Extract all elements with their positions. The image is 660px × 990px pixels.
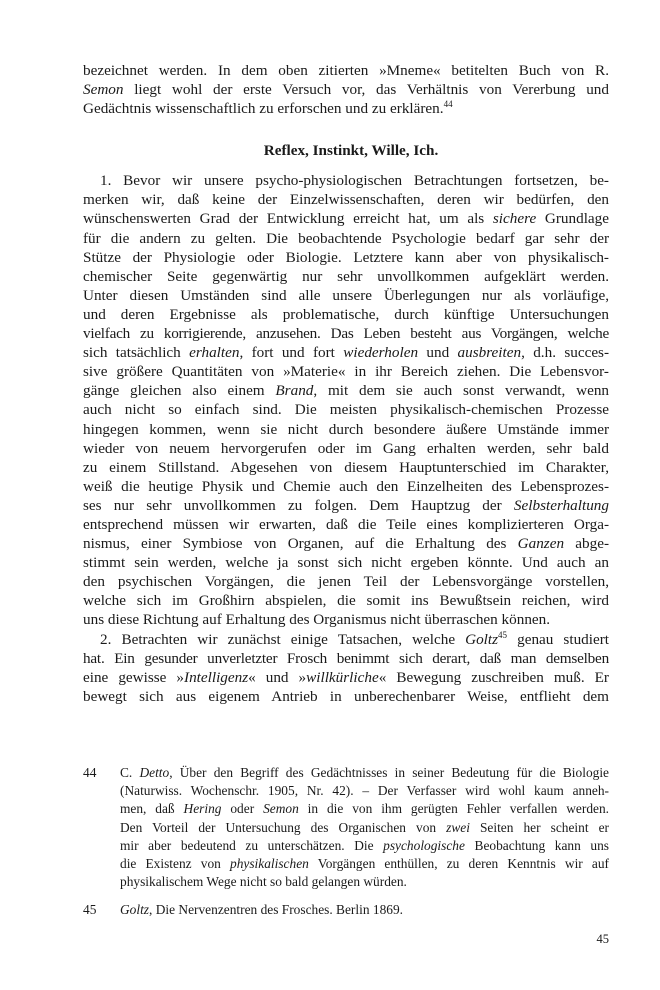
text-span: mir aber bedeutend zu unterschätzen. Die [120, 837, 384, 853]
italic-term: Semon [263, 801, 299, 817]
italic-term: zwei [446, 819, 470, 835]
intro-paragraph [83, 61, 609, 118]
text-span: die Existenz von [120, 856, 230, 872]
text-span: genau studiert [507, 630, 609, 648]
footnote-text [120, 764, 609, 891]
text-line: für die andern zu gelten. Die beobachtende Psychologie bedarf gar sehr der [83, 229, 609, 247]
footnote-number: 45 [83, 902, 97, 918]
italic-term: Brand [275, 382, 314, 400]
footnote-45 [83, 901, 609, 919]
text-line: zu einem Stillstand. Abgesehen von diesem Hauptunterschied im Charakter, [83, 458, 609, 476]
text-span: 2. Betrachten wir zunächst einige Tatsachen, welche [100, 630, 466, 648]
text-line: chemischer Seite gegenwärtig nur sehr unvollkommen aufgeklärt werden. [83, 267, 609, 285]
italic-term: Goltz [465, 630, 499, 648]
text-span: , d.h. succes- [521, 344, 610, 362]
text-span: C. [120, 765, 140, 780]
paragraph-2 [83, 630, 609, 706]
footnote-44 [83, 764, 609, 891]
text-span: Beobachtung kann uns [464, 837, 610, 853]
text-line [83, 534, 609, 553]
text-line: physikalischem Wege nicht so bald gelangen würden. [120, 874, 407, 890]
text-line [83, 209, 609, 228]
text-span: men, daß [120, 801, 184, 817]
page-content [83, 61, 609, 706]
text-line: uns diese Richtung auf Erhaltung des Organismus nicht überraschen können. [83, 611, 551, 629]
text-span: Grundlage [536, 210, 609, 228]
text-span: , Über den Begriff des Gedächtnisses in seiner Bedeutung für die Biologie [169, 765, 609, 780]
page-number: 45 [596, 932, 609, 946]
text-line [83, 99, 609, 118]
italic-term: Detto [139, 765, 170, 780]
text-span: Seiten her scheint er [469, 819, 609, 835]
text-line [120, 837, 609, 855]
text-line: sive größere Quantitäten von »Materie« in ihr Bereich ziehen. Die Lebensvor- [83, 363, 609, 381]
text-line: welche sich im Großhirn abspielen, die somit ins Bewußtsein reichen, wird [83, 592, 609, 610]
text-line [120, 800, 609, 818]
text-span: in die von ihm gerügten Fehler verfallen werden. [298, 801, 609, 817]
italic-term: wiederholen [343, 344, 419, 362]
paragraph-1 [83, 171, 609, 629]
text-line: wieder von neuem hervorgerufen oder im Gang erhalten werden, sehr bald [83, 439, 609, 457]
text-span: liegt wohl der erste Versuch vor, das Verhältnis von Vererbung und [123, 81, 609, 99]
text-span: abge- [564, 535, 609, 553]
text-line: merken wir, daß keine der Einzelwissenschaften, deren wir bedürfen, den [83, 191, 609, 209]
text-span: , mit dem sie auch sonst verwandt, wenn [313, 382, 610, 400]
text-span: nismus, einer Symbiose von Organen, auf die Erhaltung des [83, 535, 518, 553]
text-line [83, 343, 609, 362]
text-line: (Naturwiss. Wochenschr. 1905, Nr. 42). – Der Verfasser wird wohl kaum anneh- [120, 783, 609, 799]
text-line [120, 901, 609, 919]
text-line: entsprechend müssen wir erwarten, daß die Teile eines komplizierteren Orga- [83, 515, 609, 533]
italic-term: Selbsterhaltung [513, 496, 609, 514]
text-span: oder [221, 801, 264, 817]
text-span: Den Vorteil der Untersuchung des Organischen von [120, 819, 447, 835]
text-line: bezeichnet werden. In dem oben zitierten »Mneme« betitelten Buch von R. [83, 62, 609, 79]
text-line: weiß die heutige Physik und Chemie auch den Einzelheiten des Lebensprozes- [83, 477, 609, 495]
text-span: ses nur sehr unvollkommen zu folgen. Dem Hauptzug der [83, 496, 514, 514]
section-heading: Reflex, Instinkt, Wille, Ich. [263, 142, 439, 160]
text-line [83, 80, 609, 99]
italic-term: psychologische [383, 837, 465, 853]
footnote-text [120, 901, 609, 919]
footnote-ref-45[interactable]: 45 [498, 629, 508, 640]
text-line: 1. Bevor wir unsere psycho-physiologischen Betrachtungen fortsetzen, be- [100, 172, 609, 190]
text-span: gänge gleichen also einem [83, 382, 276, 400]
italic-term: willkürliche [306, 668, 379, 686]
text-line [83, 630, 609, 649]
text-line: den psychischen Vorgängen, die jenen Teil der Lebensvorgänge vorstellen, [83, 573, 609, 591]
text-span: Vorgängen enthüllen, zu deren Kenntnis wir auf [308, 856, 609, 872]
text-line [83, 381, 609, 400]
footnote-ref-44[interactable]: 44 [443, 99, 453, 110]
text-span: « Bewegung zuschreiben muß. Er [378, 668, 609, 686]
italic-term: Intelligenz [184, 668, 249, 686]
text-span: , Die Nervenzentren des Frosches. Berlin 1869. [149, 902, 404, 918]
italic-term: sichere [492, 210, 537, 228]
italic-term: Goltz [120, 902, 150, 918]
text-line: hingegen kommen, wenn sie nicht durch besondere äußere Umstände immer [83, 420, 609, 438]
text-line [120, 819, 609, 837]
text-line: stimmt sein werden, welche ja sonst sich nicht ergeben könnte. Und auch an [83, 554, 609, 572]
italic-term: erhalten [189, 344, 240, 362]
text-span: « und » [248, 668, 307, 686]
text-line: auch nicht so einfach sind. Die meisten physikalisch-chemischen Prozesse [83, 401, 609, 419]
text-span: wünschenswerten Grad der Entwicklung erreicht hat, um als [83, 210, 493, 228]
text-line: vielfach zu korrigierende, anzusehen. Das Leben besteht aus Vorgängen, welche [83, 325, 609, 343]
text-span: und [418, 344, 458, 362]
text-line [120, 764, 609, 782]
footnotes [83, 764, 609, 920]
text-line [120, 855, 609, 873]
text-line: bewegt sich aus eigenem Antrieb in unberechenbarer Weise, entflieht dem [83, 687, 609, 705]
text-span: eine gewisse » [83, 668, 185, 686]
text-line: Stütze der Physiologie oder Biologie. Letztere kann aber von physikalisch- [83, 248, 609, 266]
italic-term: Semon [83, 81, 124, 99]
italic-term: Hering [183, 801, 222, 817]
text-line [83, 668, 609, 687]
italic-term: Ganzen [517, 535, 565, 553]
text-line: Unter diesen Umständen sind alle unsere Überlegungen nur als vorläufige, [83, 286, 609, 304]
text-line: und deren Ergebnisse als problematische, durch künftige Untersuchungen [83, 305, 609, 323]
text-line [83, 496, 609, 515]
italic-term: ausbreiten [457, 344, 522, 362]
italic-term: physikalischen [230, 856, 309, 872]
footnote-number: 44 [83, 765, 97, 780]
text-line: hat. Ein gesunder unverletzter Frosch benimmt sich derart, daß man demselben [83, 649, 609, 667]
text-span: , fort und fort [239, 344, 344, 362]
text-span: sich tatsächlich [83, 344, 190, 362]
text-span: Gedächtnis wissenschaftlich zu erforschen und zu erklären. [83, 100, 444, 118]
